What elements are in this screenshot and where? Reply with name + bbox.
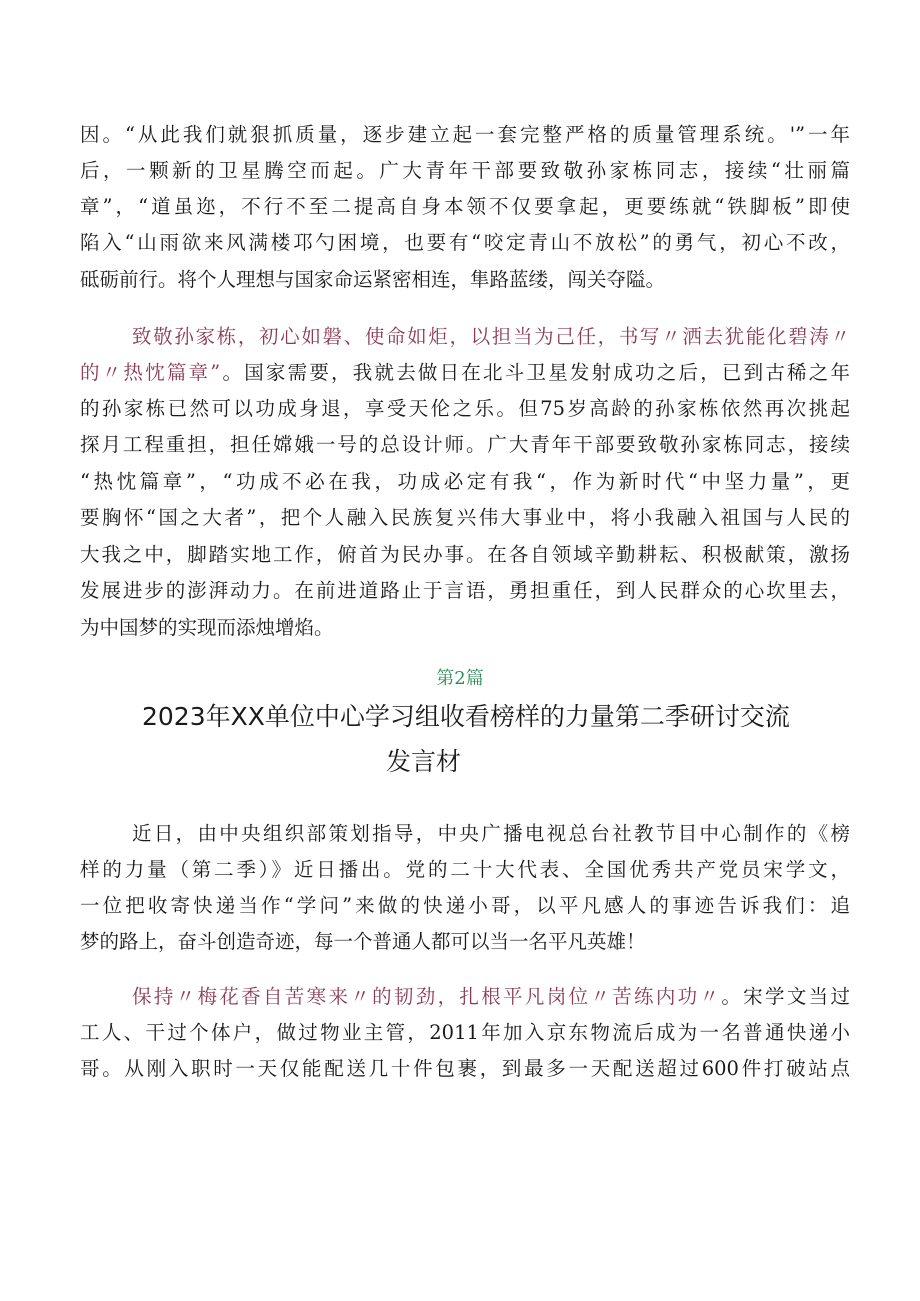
paragraph-line: 章”，“道虽迩，不行不至二提高自身本领不仅要拿起，更要练就“铁脚板”即使 (80, 195, 850, 218)
article-title: 2023年XX单位中心学习组收看榜样的力量第二季研讨交流 (142, 702, 790, 731)
paragraph-line: “热忱篇章”，“功成不必在我，功成必定有我“，作为新时代“中坚力量”，更 (80, 470, 850, 493)
paragraph-text: 。国家需要，我就去做日在北斗卫星发射成功之后，已到古稀之年 (220, 361, 850, 384)
paragraph-line: 梦的路上，奋斗创造奇迹，每一个普通人都可以当一名平凡英雄！ (80, 930, 646, 953)
paragraph-line: 一位把收寄快递当作“学问”来做的快递小哥，以平凡感人的事迹告诉我们：追 (80, 894, 850, 917)
paragraph-line (80, 355, 850, 391)
paragraph-line: 为中国梦的实现而添烛增焰。 (80, 616, 334, 639)
paragraph-line: 砥砺前行。将个人理想与国家命运紧密相连，隼路蓝缕，闯关夺隘。 (80, 268, 666, 291)
paragraph-line: 探月工程重担，担任嫦娥一号的总设计师。广大青年干部要致敬孙家栋同志，接续 (80, 433, 850, 456)
article-title-cont: 发言材 (386, 747, 462, 776)
paragraph-line: 陷入“山雨欲来风满楼邛勺困境，也要有“咬定青山不放松”的勇气，初心不改， (80, 231, 850, 254)
paragraph-line: 大我之中，脚踏实地工作，俯首为民办事。在各自领域辛勤耕耘、积极献策，激扬 (80, 543, 850, 566)
paragraph-line: 哥。从刚入职时一天仅能配送几十件包裹，到最多一天配送超过600件打破站点 (80, 1057, 850, 1080)
paragraph-line: 发展进步的澎湃动力。在前进道路止于言语，勇担重任，到人民群众的心坎里去， (80, 579, 850, 602)
highlight-line: 致敬孙家栋，初心如磐、使命如炬，以担当为己任，书写〃洒去犹能化碧涛〃 (132, 325, 850, 348)
paragraph-line: 因。“从此我们就狠抓质量，逐步建立起一套完整严格的质量管理系统。'”一年 (80, 123, 850, 146)
paragraph-line (132, 979, 850, 1015)
paragraph-line: 要胸怀“国之大者”，把个人融入民族复兴伟大事业中，将小我融入祖国与人民的 (80, 506, 850, 529)
paragraph-line: 近日，由中央组织部策划指导，中央广播电视总台社教节目中心制作的《榜 (132, 822, 850, 845)
highlight-phrase: 保持〃梅花香自苦寒来〃的韧劲，扎根平凡岗位〃苦练内功〃 (132, 985, 722, 1008)
paragraph-line: 后，一颗新的卫星腾空而起。广大青年干部要致敬孙家栋同志，接续“壮丽篇 (80, 159, 850, 182)
paragraph-line: 样的力量（第二季）》近日播出。党的二十大代表、全国优秀共产党员宋学文， (80, 858, 850, 881)
section-label: 第2篇 (436, 668, 484, 689)
paragraph-line: 工人、干过个体户，做过物业主管，2011年加入京东物流后成为一名普通快递小 (80, 1021, 850, 1044)
highlight-phrase: 的〃热忱篇章” (80, 361, 221, 384)
paragraph-text: 。宋学文当过 (721, 985, 850, 1008)
paragraph-line: 的孙家栋已然可以功成身退，享受天伦之乐。但75岁高龄的孙家栋依然再次挑起 (80, 397, 850, 420)
